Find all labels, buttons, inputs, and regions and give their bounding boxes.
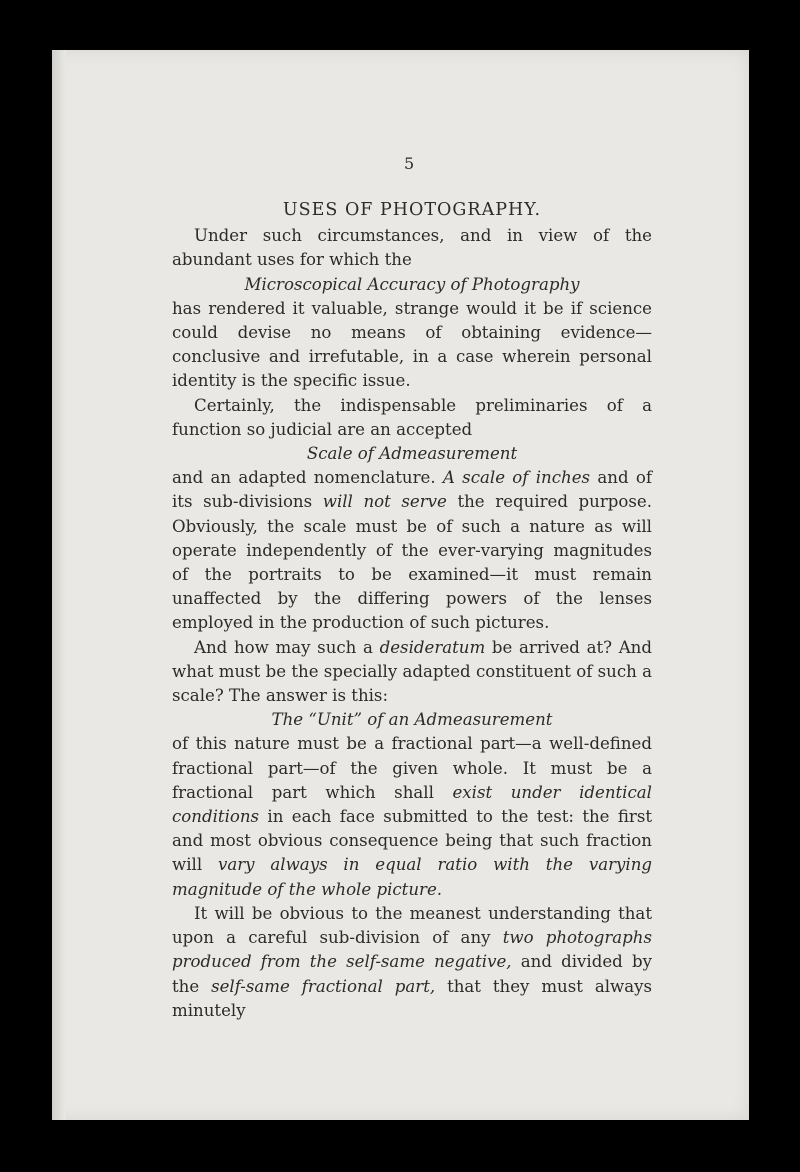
paragraph-4 xyxy=(172,466,652,635)
p6-text-a: of this nature must be a fractional part—a well-defined fractional part—of the given whole. It must be a fractional part which shall xyxy=(172,734,652,802)
centered-phrase-1: Microscopical Accuracy of Photography xyxy=(244,274,580,294)
paragraph-1: Under such circumstances, and in view of the abundant uses for which the xyxy=(172,226,652,270)
p7-text-a: It will be obvious to the meanest understanding that upon a careful sub-division of any xyxy=(172,903,652,948)
page-edge xyxy=(52,50,66,1120)
centered-phrase-3: The “Unit” of an Admeasurement xyxy=(271,710,553,730)
p4-text-c: the required purpose. Obviously, the scale must be of such a nature as will operate independently of the ever-varying magnitudes of the portraits to be examined—it must remain unaffected by the differing powers of the lenses employed in the production of such pictures. xyxy=(172,492,652,633)
p6-text-b: in each face submitted to the test: the first and most obvious consequence being that such fraction will xyxy=(172,807,653,875)
centered-phrase-2: Scale of Admeasurement xyxy=(306,444,518,464)
page-content xyxy=(172,150,652,1023)
p4-text-b: and of its sub-divisions xyxy=(172,468,652,512)
p7-text-b: and divided by the xyxy=(172,952,652,996)
p5-text-a: And how may such a xyxy=(194,637,373,657)
document-page xyxy=(52,50,749,1120)
page-heading: USES OF PHOTOGRAPHY. xyxy=(282,200,542,220)
p4-emphasis-b: will not serve xyxy=(322,492,447,512)
p7-emphasis-a: two photographs produced from the self-same negative, xyxy=(172,928,652,972)
p5-emphasis: desideratum xyxy=(379,637,486,657)
paragraph-6 xyxy=(172,732,652,901)
p6-emphasis-a: exist under identical conditions xyxy=(172,782,652,827)
p5-text-b: be arrived at? And what must be the specially adapted constituent of such a scale? The answer is this: xyxy=(172,637,652,706)
page-number: 5 xyxy=(404,154,415,173)
p7-text-c: that they must always minutely xyxy=(172,976,653,1020)
p4-emphasis-a: A scale of inches xyxy=(442,468,591,488)
paragraph-2: has rendered it valuable, strange would it be if science could devise no means of obtaining evidence—conclusive and irrefutable, in a case wherein personal identity is the specific issue. xyxy=(172,298,652,391)
paragraph-7 xyxy=(172,902,652,1023)
p4-text-a: and an adapted nomenclature. xyxy=(172,468,436,488)
paragraph-3: Certainly, the indispensable preliminaries of a function so judicial are an accepted xyxy=(172,395,652,439)
paragraph-5 xyxy=(172,636,652,709)
p7-emphasis-b: self-same fractional part, xyxy=(211,976,436,996)
p6-emphasis-b: vary always in equal ratio with the varying magnitude of the whole picture. xyxy=(172,855,653,899)
